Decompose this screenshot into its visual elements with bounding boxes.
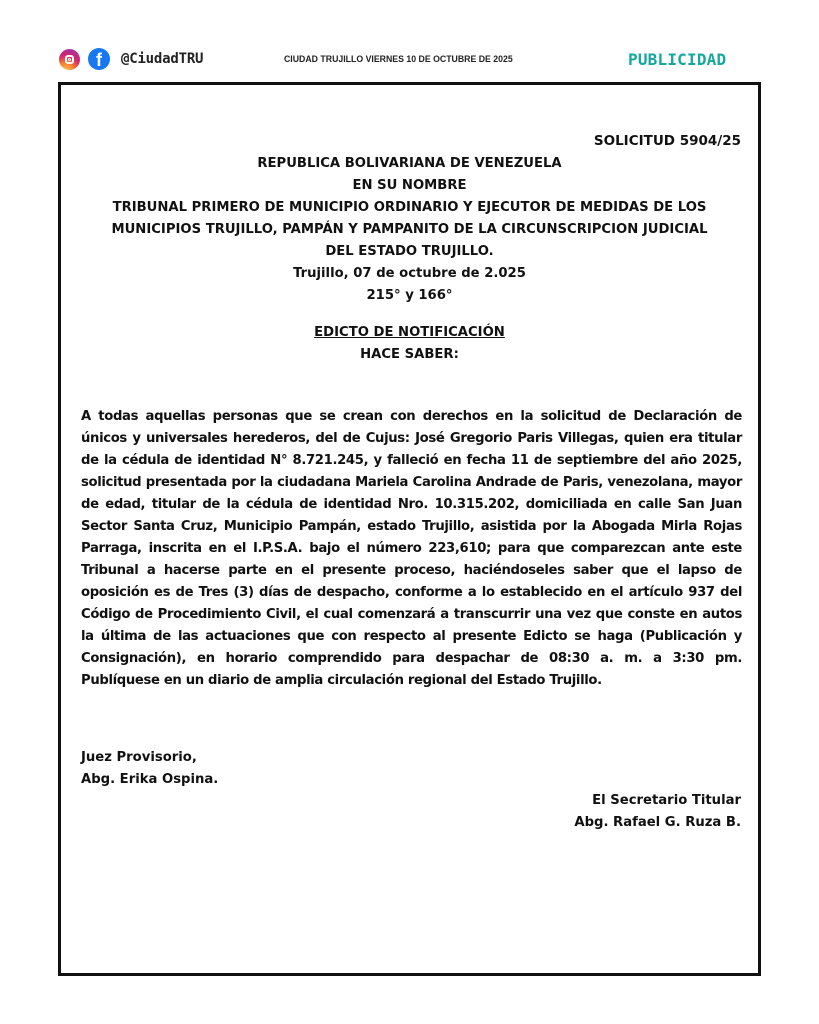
social-links <box>59 48 203 70</box>
instagram-icon[interactable] <box>59 49 80 70</box>
court-heading <box>61 153 758 307</box>
secretary-signature <box>574 790 741 834</box>
section-label: PUBLICIDAD <box>628 50 727 69</box>
judge-title: Juez Provisorio, <box>81 750 197 765</box>
heading-line: TRIBUNAL PRIMERO DE MUNICIPIO ORDINARIO Y EJECUTOR DE MEDIDAS DE LOS <box>112 200 707 215</box>
notice-body: A todas aquellas personas que se crean con derechos en la solicitud de Declaración de únicos y universales herederos, del de Cujus: José Gregorio Paris Villegas, quien era titular de la cédula de identidad N° 8.721.245, y falleció en fecha 11 de septiembre del año 2025, solicitud presentada por la ciudadana Mariela Carolina Andrade de Paris, venezolana, mayor de edad, titular de la cédula de identidad Nro. 10.315.202, domiciliada en calle San Juan Sector Santa Cruz, Municipio Pampán, estado Trujillo, asistida por la Abogada Mirla Rojas Parraga, inscrita en el I.P.S.A. bajo el número 223,610; para que comparezcan ante este Tribunal a hacerse parte en el presente proceso, haciéndoseles saber que el lapso de oposición es de Tres (3) días de despacho, conforme a lo establecido en el artículo 937 del Código de Procedimiento Civil, el cual comenzará a transcurrir una vez que conste en autos la última de las actuaciones que con respecto al presente Edicto se haga (Publicación y Consignación), en horario comprendido para despachar de 08:30 a. m. a 3:30 pm. Publíquese en un diario de amplia circulación regional del Estado Trujillo. <box>81 409 742 688</box>
judge-name: Abg. Erika Ospina. <box>81 772 219 787</box>
notice-frame <box>58 82 761 976</box>
heading-line: EN SU NOMBRE <box>352 178 467 193</box>
place-date: Trujillo, 07 de octubre de 2.025 <box>293 266 526 281</box>
social-handle: @CiudadTRU <box>121 51 204 67</box>
edicto-title: EDICTO DE NOTIFICACIÓN <box>314 325 505 340</box>
years-line: 215° y 166° <box>366 288 453 303</box>
secretary-title: El Secretario Titular <box>592 793 741 808</box>
newspaper-header <box>0 0 819 80</box>
secretary-name: Abg. Rafael G. Ruza B. <box>574 815 741 830</box>
heading-line: DEL ESTADO TRUJILLO. <box>325 244 494 259</box>
heading-line: REPUBLICA BOLIVARIANA DE VENEZUELA <box>257 156 562 171</box>
facebook-icon[interactable]: f <box>88 48 110 70</box>
judge-signature <box>81 747 218 791</box>
heading-line: MUNICIPIOS TRUJILLO, PAMPÁN Y PAMPANITO DE LA CIRCUNSCRIPCION JUDICIAL <box>111 222 708 237</box>
edicto-heading <box>61 322 758 366</box>
solicitud-number: SOLICITUD 5904/25 <box>593 133 741 149</box>
camera-glyph <box>65 55 74 64</box>
hace-saber: HACE SABER: <box>360 347 459 362</box>
dateline: CIUDAD TRUJILLO VIERNES 10 DE OCTUBRE DE 2025 <box>284 54 513 65</box>
